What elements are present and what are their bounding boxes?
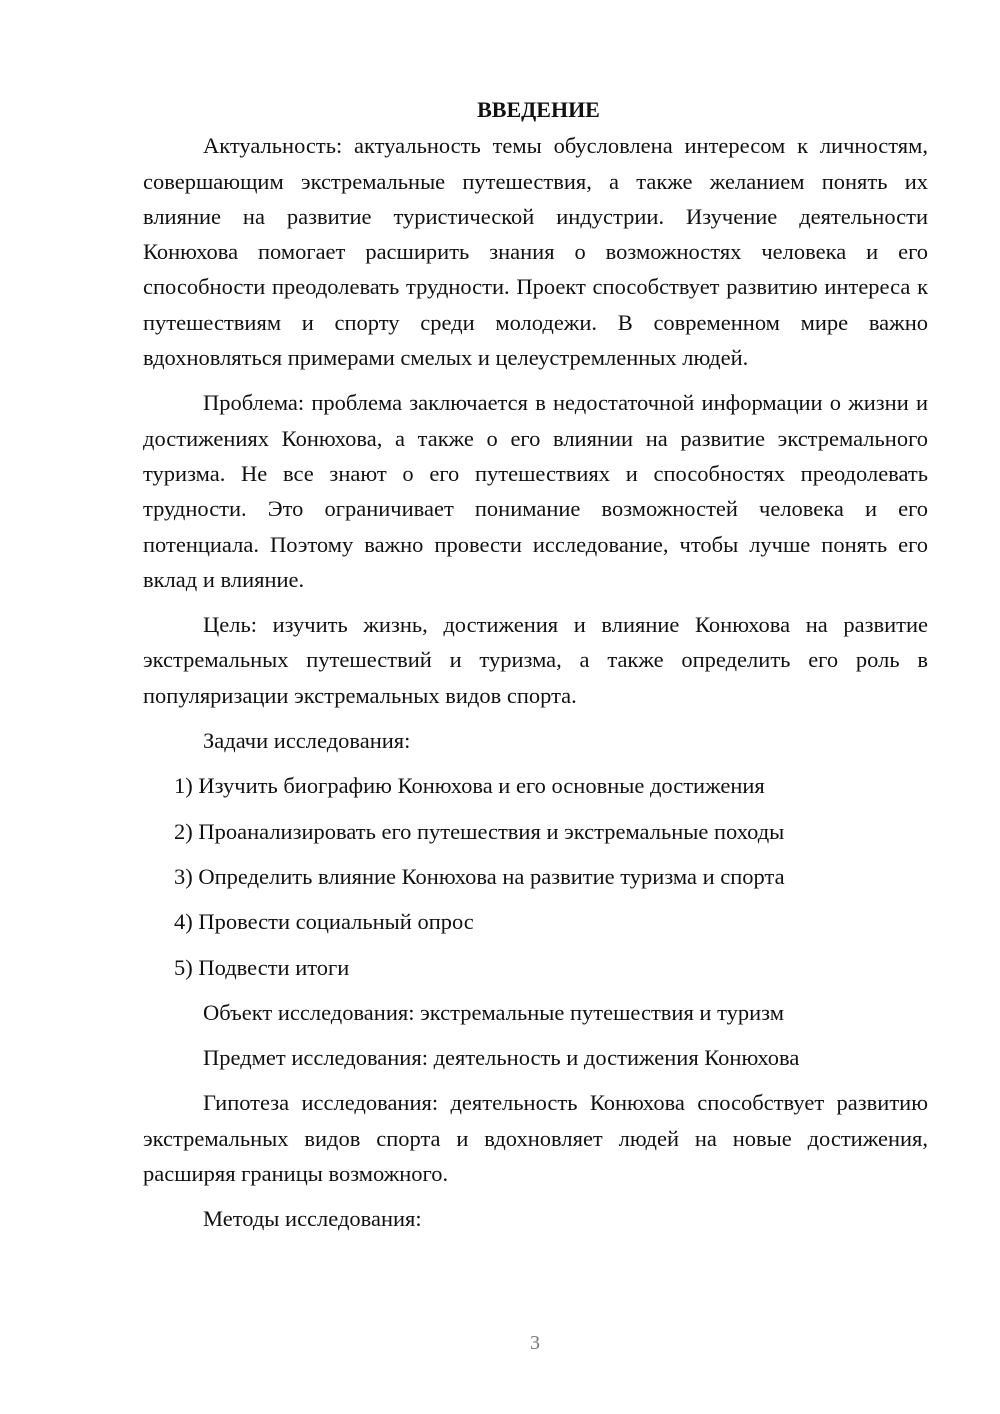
tasks-heading: Задачи исследования: <box>203 728 411 754</box>
tasks-list <box>143 768 928 984</box>
hypothesis-paragraph: Гипотеза исследования: деятельность Конюхова способствует развитию экстремальных видов спорта и вдохновляет людей на новые достижения, расширяя границы возможного. <box>143 1090 928 1187</box>
methods-heading: Методы исследования: <box>203 1206 422 1232</box>
object-paragraph: Объект исследования: экстремальные путешествия и туризм <box>203 999 784 1025</box>
list-item: 2) Проанализировать его путешествия и экстремальные походы <box>174 818 785 844</box>
goal-paragraph: Цель: изучить жизнь, достижения и влияние Конюхова на развитие экстремальных путешествий и туризма, а также определить его роль в популяризации экстремальных видов спорта. <box>143 612 928 708</box>
problem-paragraph: Проблема: проблема заключается в недостаточной информации о жизни и достижениях Конюхова, а также о его влиянии на развитие экстремального туризма. Не все знают о его путешествиях и способностях преодолевать трудности. Это ограничивает понимание возможностей человека и его потенциала. Поэтому важно провести исследование, чтобы лучше понять его вклад и влияние. <box>143 390 928 592</box>
list-item: 1) Изучить биографию Конюхова и его основные достижения <box>174 773 765 799</box>
list-item: 3) Определить влияние Конюхова на развитие туризма и спорта <box>174 863 785 889</box>
page-number: 3 <box>530 1332 540 1354</box>
list-item: 4) Провести социальный опрос <box>174 909 474 935</box>
section-heading: ВВЕДЕНИЕ <box>477 97 600 122</box>
subject-paragraph: Предмет исследования: деятельность и достижения Конюхова <box>203 1045 800 1071</box>
relevance-paragraph: Актуальность: актуальность темы обусловлена интересом к личностям, совершающим экстремальные путешествия, а также желанием понять их влияние на развитие туристической индустрии. Изучение деятельности Конюхова помогает расширить знания о возможностях человека и его способности преодолевать трудности. Проект способствует развитию интереса к путешествиям и спорту среди молодежи. В современном мире важно вдохновляться примерами смелых и целеустремленных людей. <box>143 133 928 371</box>
list-item: 5) Подвести итоги <box>174 954 350 980</box>
page-content <box>143 92 928 1247</box>
